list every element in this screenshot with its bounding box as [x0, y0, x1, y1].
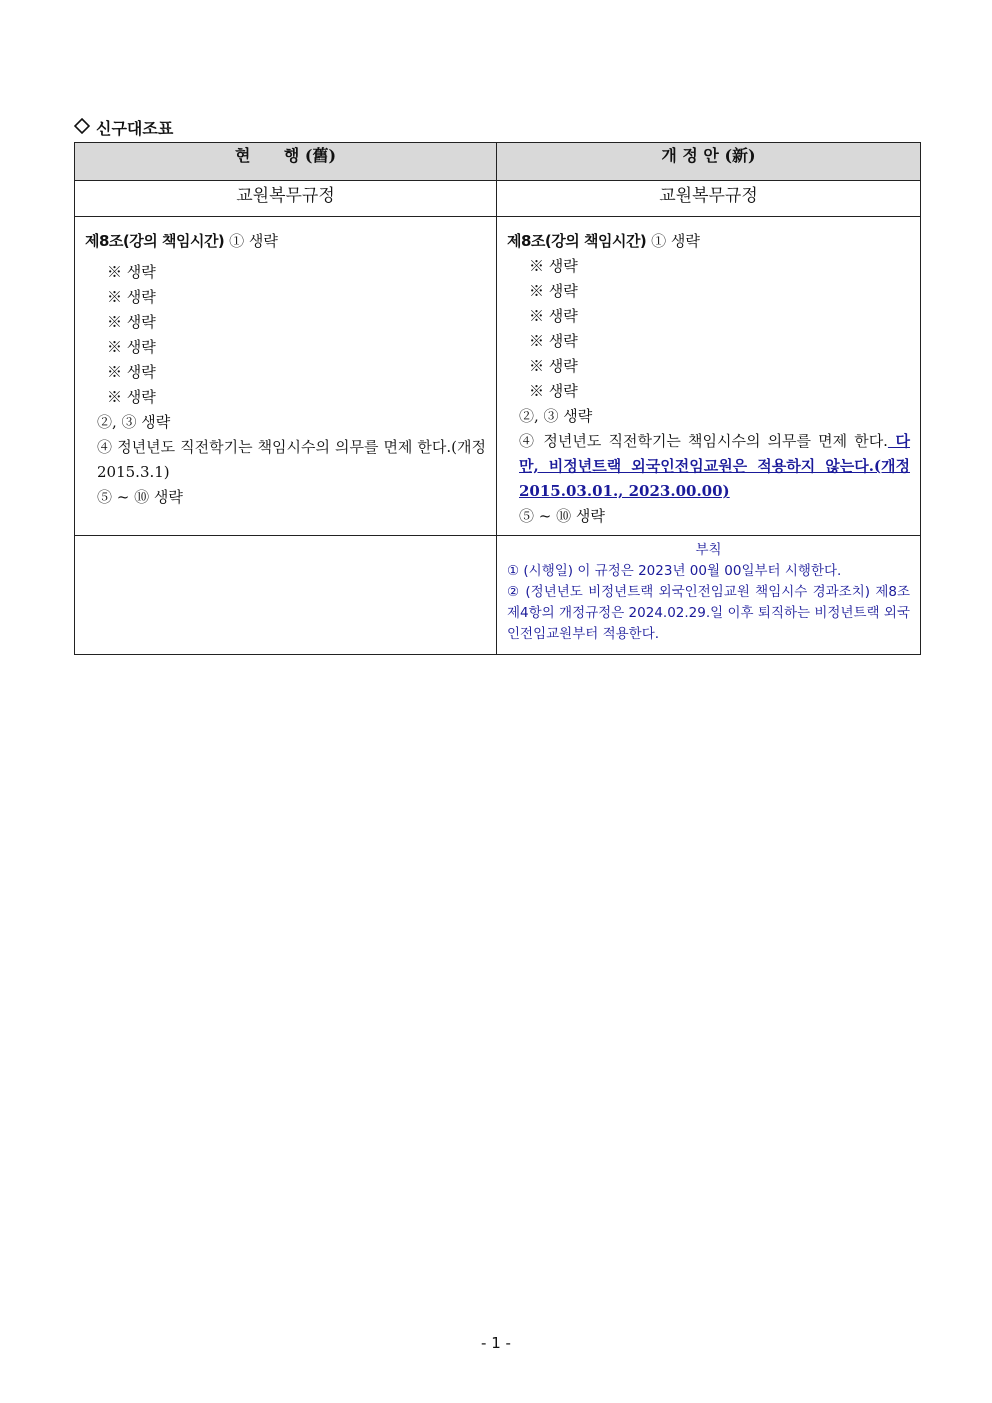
note-item: ※ 생략: [107, 388, 156, 406]
heading-text: 신구대조표: [96, 119, 174, 138]
para-1: ① 생략: [229, 232, 278, 250]
article-line: [507, 229, 910, 254]
para-5-10: ⑤ ~ ⑩ 생략: [97, 488, 183, 506]
article-title: 제8조(강의 책임시간): [507, 232, 647, 250]
para-2-3: ②, ③ 생략: [519, 407, 593, 425]
supplementary-current-empty: [75, 536, 497, 655]
revised-text-cell: [497, 217, 921, 536]
article-line: [85, 229, 486, 254]
supplementary-item-1: ① (시행일) 이 규정은 2023년 00월 00일부터 시행한다.: [507, 563, 842, 579]
table-header-row: [75, 143, 921, 181]
supplementary-row: [75, 536, 921, 655]
note-item: ※ 생략: [107, 288, 156, 306]
note-item: ※ 생략: [529, 307, 578, 325]
note-item: ※ 생략: [107, 338, 156, 356]
note-item: ※ 생략: [107, 263, 156, 281]
supplementary-title: 부칙: [695, 542, 722, 558]
note-item: ※ 생략: [529, 382, 578, 400]
note-item: ※ 생략: [529, 257, 578, 275]
note-item: ※ 생략: [529, 332, 578, 350]
section-heading: [74, 116, 173, 139]
page-number: - 1 -: [481, 1334, 511, 1352]
note-item: ※ 생략: [529, 282, 578, 300]
article-title: 제8조(강의 책임시간): [85, 232, 225, 250]
diamond-outline-icon: [74, 118, 90, 138]
col-current-header: 현 행 (舊): [75, 143, 497, 181]
para-1: ① 생략: [651, 232, 700, 250]
regulation-row: [75, 181, 921, 217]
regulation-name-current: 교원복무규정: [75, 181, 497, 217]
supplementary-item-2: ② (정년년도 비정년트랙 외국인전임교원 책임시수 경과조치) 제8조제4항의 개정규정은 2024.02.29.일 이후 퇴직하는 비정년트랙 외국인전임교원부터 적용한다.: [507, 584, 910, 642]
para-4-amendment: 다만, 비정년트랙 외국인전임교원은 적용하지 않는다.(개정 2015.03.01., 2023.00.00): [519, 432, 910, 500]
comparison-table: [74, 142, 921, 655]
para-5-10: ⑤ ~ ⑩ 생략: [519, 507, 605, 525]
para-4: ④ 정년년도 직전학기는 책임시수의 의무를 면제 한다.(개정 2015.3.1): [97, 438, 486, 481]
supplementary-cell: [497, 536, 921, 655]
col-revised-header: 개 정 안 (新): [497, 143, 921, 181]
note-item: ※ 생략: [107, 363, 156, 381]
para-4-base: ④ 정년년도 직전학기는 책임시수의 의무를 면제 한다.: [519, 432, 888, 450]
para-4: [507, 429, 910, 504]
note-item: ※ 생략: [107, 313, 156, 331]
para-2-3: ②, ③ 생략: [97, 413, 171, 431]
note-item: ※ 생략: [529, 357, 578, 375]
regulation-name-revised: 교원복무규정: [497, 181, 921, 217]
article-row: [75, 217, 921, 536]
current-text-cell: [75, 217, 497, 536]
